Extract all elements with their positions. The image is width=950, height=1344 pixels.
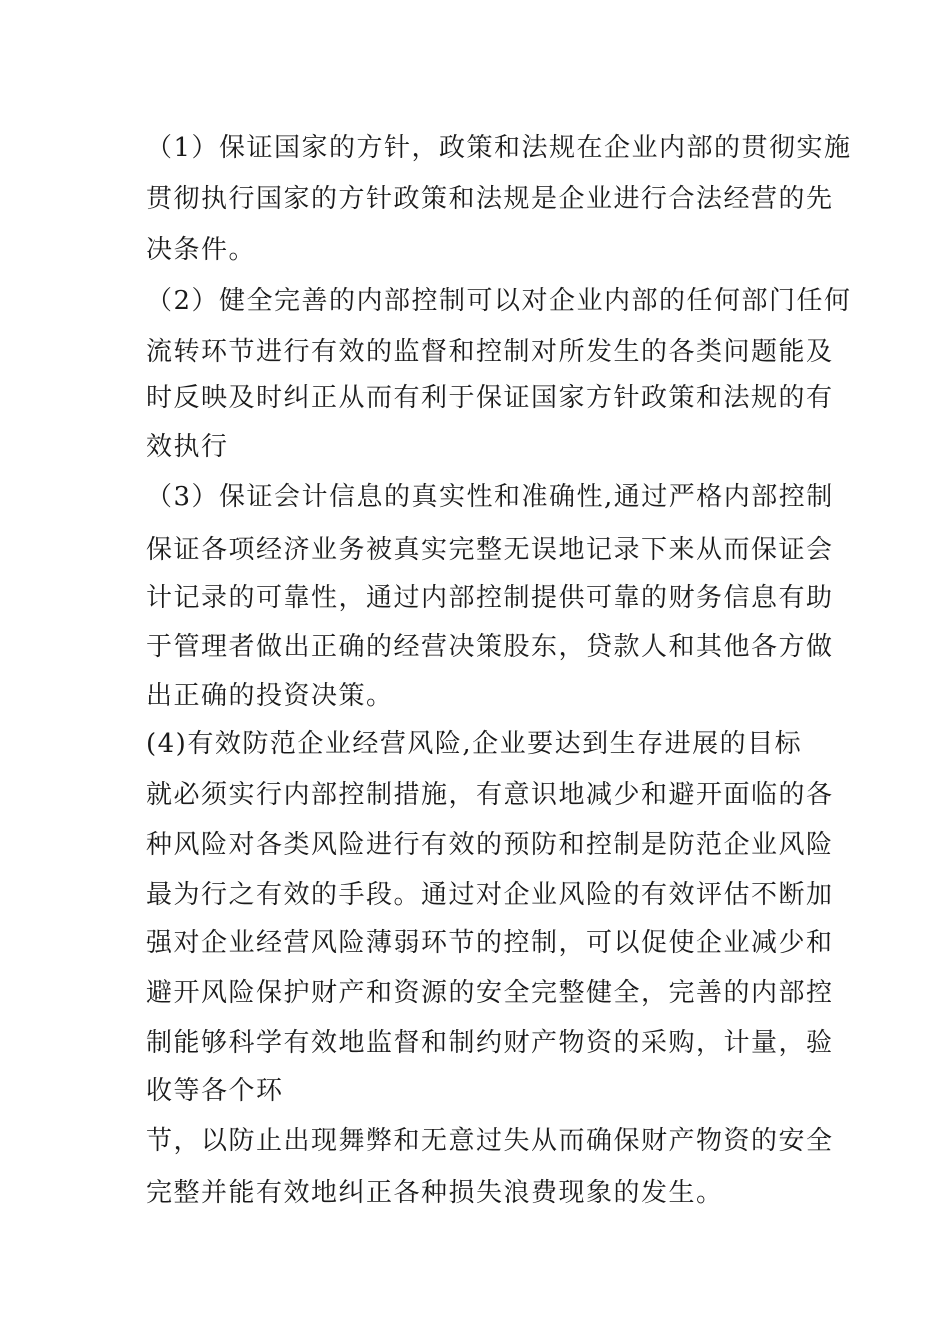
text-line: (4)有效防范企业经营风险,企业要达到生存进展的目标 [146,729,803,759]
text-line: 出正确的投资决策。 [146,681,394,711]
text-line: 制能够科学有效地监督和制约财产物资的采购，计量，验 [146,1028,834,1058]
text-line: 决条件。 [146,235,257,265]
text-line: （1）保证国家的方针，政策和法规在企业内部的贯彻实施 [146,133,852,163]
text-line: 节，以防止出现舞弊和无意过失从而确保财产物资的安全 [146,1126,834,1156]
text-line: 就必须实行内部控制措施，有意识地减少和避开面临的各 [146,780,834,810]
text-line: 完整并能有效地纠正各种损失浪费现象的发生。 [146,1178,724,1208]
text-line: 时反映及时纠正从而有利于保证国家方针政策和法规的有 [146,383,834,413]
text-line: 保证各项经济业务被真实完整无误地记录下来从而保证会 [146,535,834,565]
text-line: 计记录的可靠性，通过内部控制提供可靠的财务信息有助 [146,583,834,613]
text-line: （3）保证会计信息的真实性和准确性,通过严格内部控制 [146,482,834,512]
text-line: 强对企业经营风险薄弱环节的控制，可以促使企业减少和 [146,928,834,958]
text-line: 流转环节进行有效的监督和控制对所发生的各类问题能及 [146,337,834,367]
text-line: 种风险对各类风险进行有效的预防和控制是防范企业风险 [146,830,834,860]
text-line: 贯彻执行国家的方针政策和法规是企业进行合法经营的先 [146,184,834,214]
text-line: 效执行 [146,432,229,462]
text-line: 收等各个环 [146,1076,284,1106]
text-line: （2）健全完善的内部控制可以对企业内部的任何部门任何 [146,286,852,316]
text-line: 避开风险保护财产和资源的安全完整健全，完善的内部控 [146,978,834,1008]
text-line: 于管理者做出正确的经营决策股东，贷款人和其他各方做 [146,632,834,662]
text-line: 最为行之有效的手段。通过对企业风险的有效评估不断加 [146,880,834,910]
